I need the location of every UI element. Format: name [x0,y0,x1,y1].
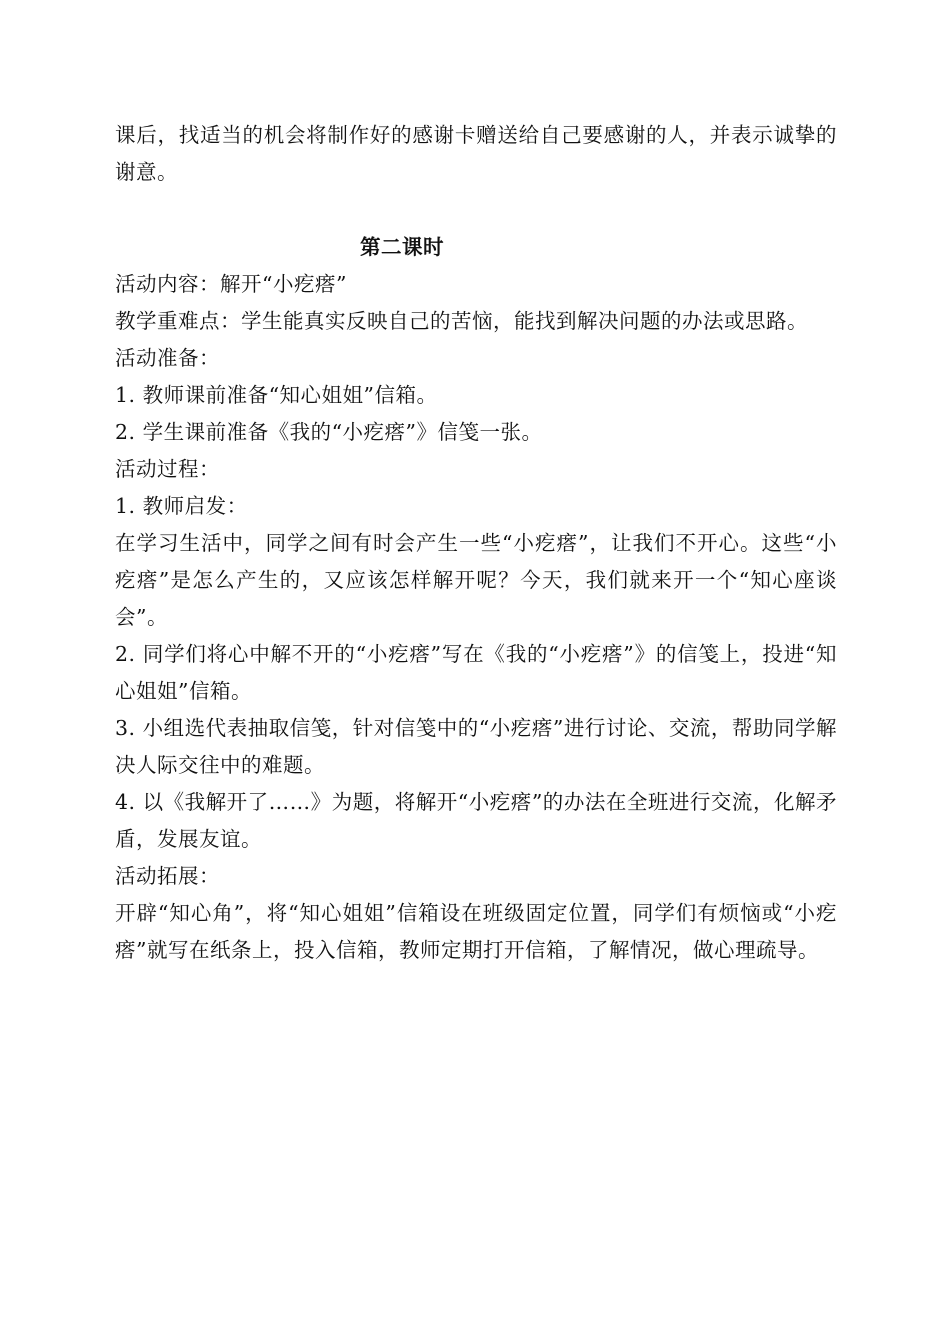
process-step4: 4. 以《我解开了……》为题，将解开“小疙瘩”的办法在全班进行交流，化解矛盾，发展友谊。 [115,790,837,851]
prep-item-1: 1. 教师课前准备“知心姐姐”信箱。 [115,383,438,407]
process-step2: 2. 同学们将心中解不开的“小疙瘩”写在《我的“小疙瘩”》的信笺上，投进“知心姐姐”信箱。 [115,642,837,703]
content-label: 活动内容：解开“小疙瘩” [115,272,347,296]
process-step1-label: 1. 教师启发： [115,494,248,518]
prep-label: 活动准备： [115,346,220,370]
key-points: 教学重难点：学生能真实反映自己的苦恼，能找到解决问题的办法或思路。 [115,309,808,333]
process-label: 活动过程： [115,457,220,481]
section-heading: 第二课时 [360,235,444,259]
prep-item-2: 2. 学生课前准备《我的“小疙瘩”》信笺一张。 [115,420,543,444]
process-step3: 3. 小组选代表抽取信笺，针对信笺中的“小疙瘩”进行讨论、交流，帮助同学解决人际交往中的难题。 [115,716,837,777]
section-spacer [115,191,837,229]
extension-label: 活动拓展： [115,864,220,888]
intro-paragraph: 课后，找适当的机会将制作好的感谢卡赠送给自己要感谢的人，并表示诚挚的谢意。 [115,123,837,184]
document-body [115,117,837,969]
extension-text: 开辟“知心角”，将“知心姐姐”信箱设在班级固定位置，同学们有烦恼或“小疙瘩”就写在纸条上，投入信箱，教师定期打开信箱，了解情况，做心理疏导。 [115,901,837,962]
process-step1-text: 在学习生活中，同学之间有时会产生一些“小疙瘩”，让我们不开心。这些“小疙瘩”是怎么产生的，又应该怎样解开呢？今天，我们就来开一个“知心座谈会”。 [115,531,837,629]
